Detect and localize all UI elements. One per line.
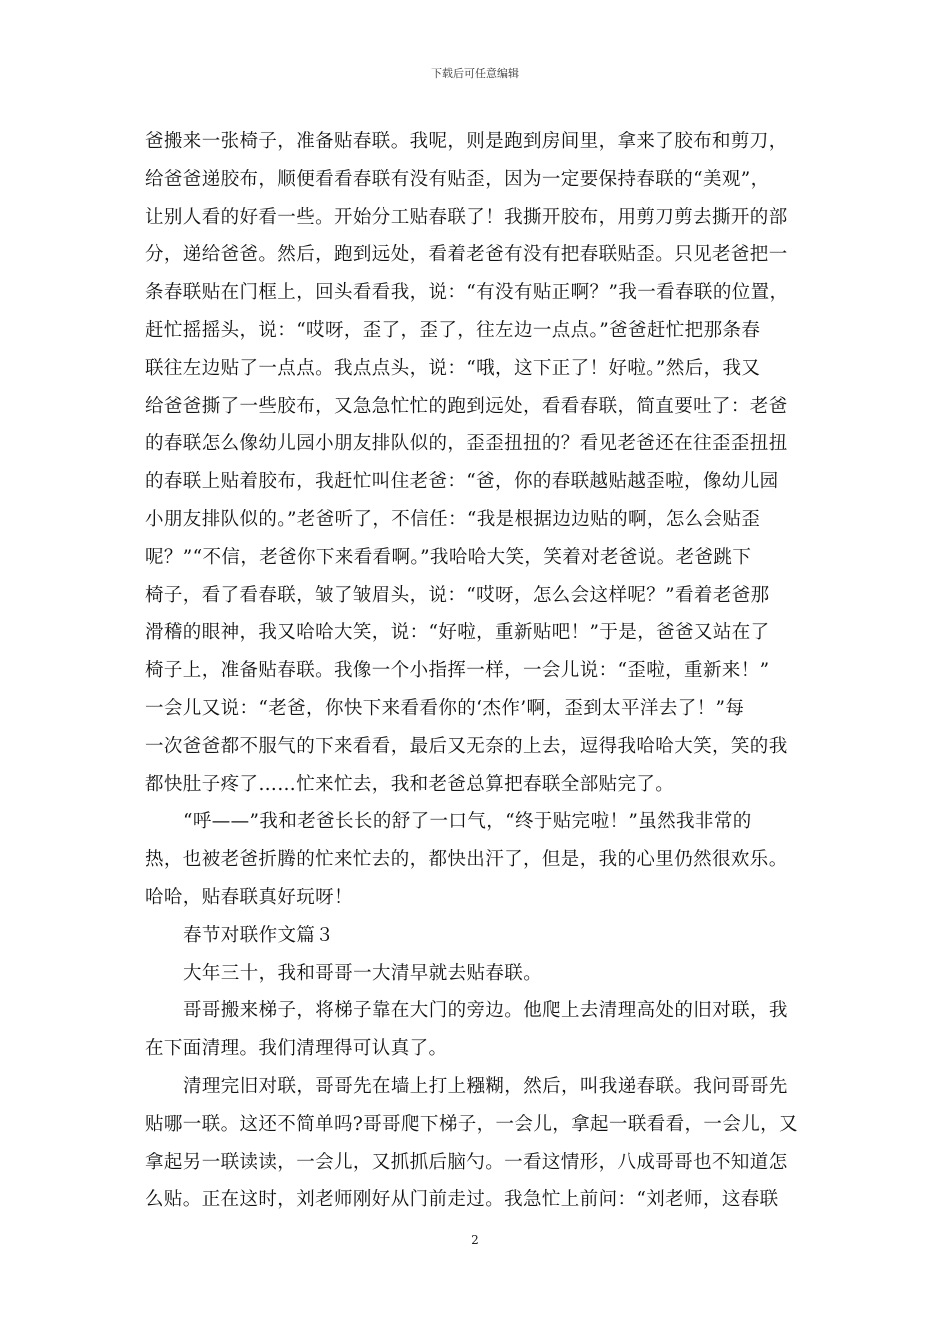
text-line: 滑稽的眼神，我又哈哈大笑，说：“好啦，重新贴吧！”于是，爸爸又站在了 [145,622,770,644]
text-line: 清理完旧对联，哥哥先在墙上打上糨糊，然后，叫我递春联。我问哥哥先 [183,1075,788,1097]
text-line: 分，递给爸爸。然后，跑到远处，看着老爸有没有把春联贴歪。只见老爸把一 [145,244,788,266]
text-line: 一次爸爸都不服气的下来看看，最后又无奈的上去，逗得我哈哈大笑，笑的我 [145,735,788,757]
text-line: 联往左边贴了一点点。我点点头，说：“哦，这下正了！好啦。”然后，我又 [145,357,761,379]
text-line: 都快肚子疼了……忙来忙去，我和老爸总算把春联全部贴完了。 [145,773,675,795]
text-line: 椅子，看了看春联，皱了皱眉头，说：“哎呀，怎么会这样呢？”看着老爸那 [145,584,770,606]
text-line: “呼——”我和老爸长长的舒了一口气，“终于贴完啦！”虽然我非常的 [183,811,752,833]
text-line: 贴哪一联。这还不简单吗?哥哥爬下梯子，一会儿，拿起一联看看，一会儿，又 [145,1113,798,1135]
page-header: 下载后可任意编辑 [431,67,519,80]
text-line: 给爸爸撕了一些胶布，又急急忙忙的跑到远处，看看春联，简直要吐了：老爸 [145,395,788,417]
text-line: 条春联贴在门框上，回头看看我，说：“有没有贴正啊？”我一看春联的位置， [145,282,789,304]
text-line: 小朋友排队似的。”老爸听了，不信任：“我是根据边边贴的啊，怎么会贴歪 [145,508,761,530]
text-line: 大年三十，我和哥哥一大清早就去贴春联。 [183,962,543,984]
text-line: 爸搬来一张椅子，准备贴春联。我呢，则是跑到房间里，拿来了胶布和剪刀， [145,131,788,152]
text-line: 的春联上贴着胶布，我赶忙叫住老爸：“爸，你的春联越贴越歪啦，像幼儿园 [145,471,779,493]
text-line: 给爸爸递胶布，顺便看看春联有没有贴歪，因为一定要保持春联的“美观”， [145,168,770,190]
document-body [145,123,815,1219]
text-line: 在下面清理。我们清理得可认真了。 [145,1038,448,1060]
text-line: 的春联怎么像幼儿园小朋友排队似的，歪歪扭扭的？看见老爸还在往歪歪扭扭 [145,433,788,455]
text-line: 拿起另一联读读，一会儿，又抓抓后脑勺。一看这情形，八成哥哥也不知道怎 [145,1151,788,1173]
text-line: 让别人看的好看一些。开始分工贴春联了！我撕开胶布，用剪刀剪去撕开的部 [145,206,788,228]
text-line: 赶忙摇摇头，说：“哎呀，歪了，歪了，往左边一点点。”爸爸赶忙把那条春 [145,319,761,341]
text-line: 呢？”“不信，老爸你下来看看啊。”我哈哈大笑，笑着对老爸说。老爸跳下 [145,546,752,568]
text-line: 热，也被老爸折腾的忙来忙去的，都快出汗了，但是，我的心里仍然很欢乐。 [145,849,788,871]
page-number: 2 [471,1233,479,1247]
text-line: 哥哥搬来梯子，将梯子靠在大门的旁边。他爬上去清理高处的旧对联，我 [183,1000,788,1022]
text-line: 椅子上，准备贴春联。我像一个小指挥一样，一会儿说：“歪啦，重新来！” [145,660,770,682]
text-line: 哈哈，贴春联真好玩呀！ [145,886,353,908]
section-heading: 春节对联作文篇３ [183,924,335,946]
text-line: 一会儿又说：“老爸，你快下来看看你的‘杰作’啊，歪到太平洋去了！”每 [145,697,745,719]
text-line: 么贴。正在这时，刘老师刚好从门前走过。我急忙上前问：“刘老师，这春联 [145,1189,779,1211]
